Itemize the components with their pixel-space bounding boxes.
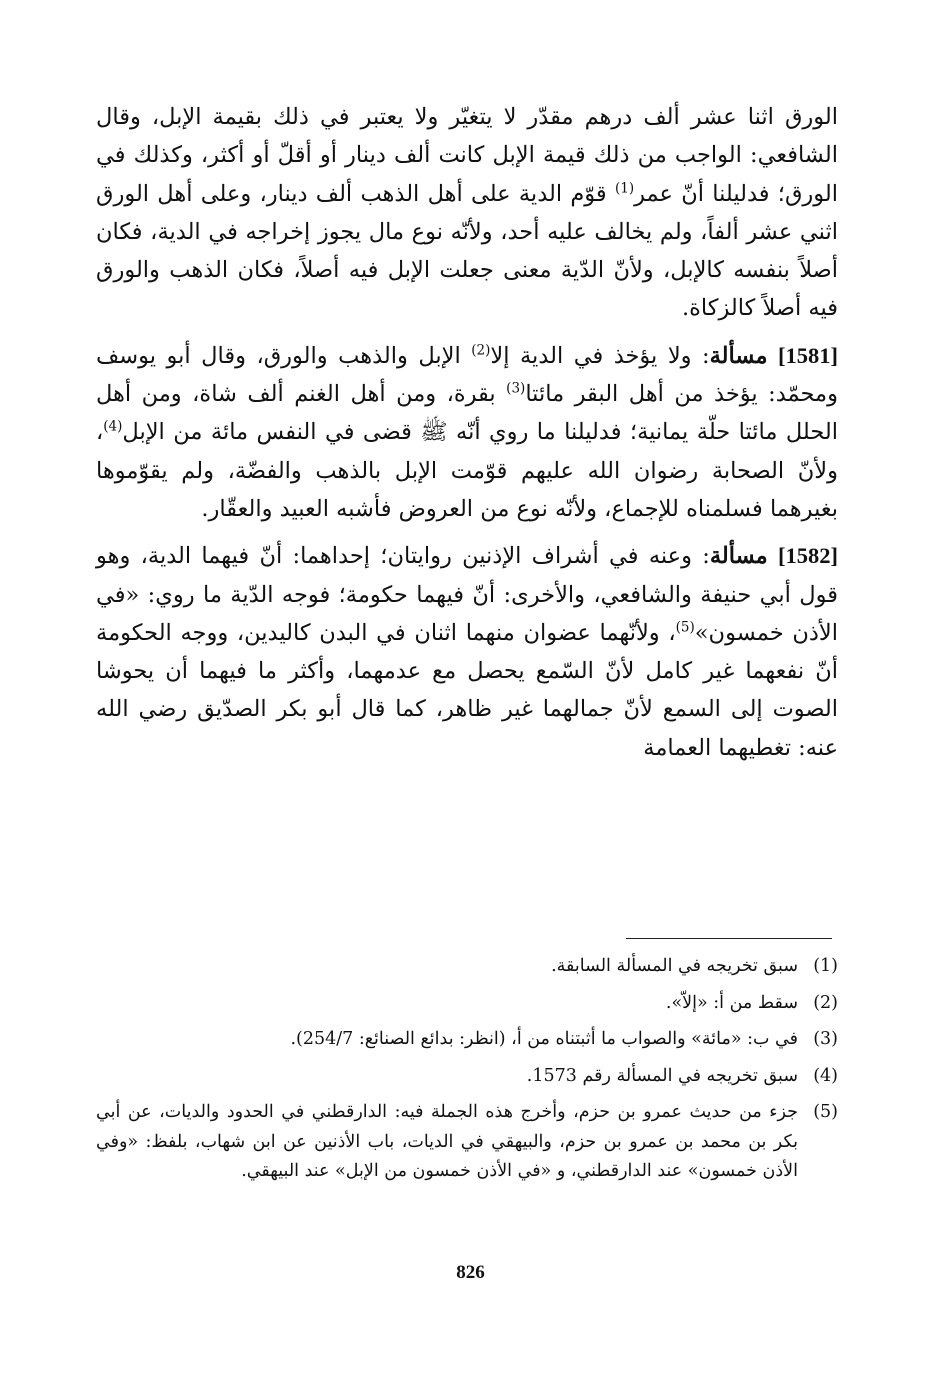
footnote-text: جزء من حديث عمرو بن حزم، وأخرج هذه الجملة فيه: الدارقطني في الحدود والديات، عن أبي بكر بن محمد بن عمرو بن حزم، والبيهقي في الديات، باب الأذنين عن ابن شهاب، بلفظ: «وفي الأذن خمسون» عند الدارقطني، و «في الأذن خمسون من الإبل» عند البيهقي. xyxy=(96,1102,798,1181)
footnote-ref-1: (1) xyxy=(614,180,635,197)
paragraph-intro xyxy=(96,98,838,328)
masala-1582-text-b: ، ولأنّهما عضوان منهما اثنان في البدن كاليدين، ووجه الحكومة أنّ نفعهما غير كامل لأنّ السّمع يحصل مع عدمهما، وأكثر ما فيهما أن يحوشا الصوت إلى السمع لأنّ جمالهما غير ظاهر، كما قال أبو بكر الصدّيق رضي الله عنه: تغطيهما العمامة xyxy=(96,619,838,761)
footnote-number: (3) xyxy=(813,1029,838,1049)
masala-label: مسألة xyxy=(709,543,768,570)
footnote-item xyxy=(96,989,838,1019)
footnote-ref-2: (2) xyxy=(471,342,491,359)
masala-label: مسألة xyxy=(709,342,768,369)
footnote-text: سبق تخريجه في المسألة السابقة. xyxy=(551,956,798,976)
footnote-item xyxy=(96,1025,838,1055)
footnote-item xyxy=(96,952,838,982)
footnote-number: (4) xyxy=(813,1065,838,1086)
main-text xyxy=(96,98,838,767)
footnote-text: سقط من أ: «إلاّ». xyxy=(665,992,798,1013)
masala-number: [1581] xyxy=(778,342,838,368)
footnote-ref-4: (4) xyxy=(103,418,123,435)
footnote-number: (2) xyxy=(813,992,838,1013)
footnote-ref-3: (3) xyxy=(506,380,526,397)
masala-1581-text-d: ، ولأنّ الصحابة رضوان الله عليهم قوّمت الإبل بالذهب والفضّة، ولم يقوّموها بغيرهما فسلمناه للإجماع، ولأنّه نوع من العروض فأشبه العبيد والعقّار. xyxy=(96,419,838,522)
masala-number: [1582] xyxy=(778,543,839,569)
footnote-text: في ب: «مائة» والصواب ما أثبتناه من أ، (انظر: بدائع الصنائع: 254/7). xyxy=(290,1029,798,1049)
intro-text-part-1: الورق اثنا عشر ألف درهم مقدّر لا يتغيّر ولا يعتبر في ذلك بقيمة الإبل، وقال الشافعي: الواجب من ذلك قيمة الإبل كانت ألف دينار أو أقلّ أو أكثر، وكذلك في الورق؛ فدليلنا أنّ عمر xyxy=(96,104,838,207)
masala-1581-text-a: : ولا يؤخذ في الدية إلا xyxy=(490,342,710,369)
masala-1582-text-a: : وعنه في أشراف الإذنين روايتان؛ إحداهما: أنّ فيهما الدية، وهو قول أبي حنيفة والشافعي، والأخرى: أنّ فيهما حكومة؛ فوجه الدّية ما روي: «في الأذن خمسون» xyxy=(96,543,838,646)
paragraph-masala-1582 xyxy=(96,537,838,767)
footnote-text: سبق تخريجه في المسألة رقم 1573. xyxy=(526,1065,798,1086)
masala-1581-text-c: بقرة، ومن أهل الغنم ألف شاة، ومن أهل الحلل مائتا حلّة يمانية؛ فدليلنا ما روي أنّه ﷺ قضى في النفس مائة من الإبل xyxy=(96,381,838,446)
intro-text-part-2: قوّم الدية على أهل الذهب ألف دينار، وعلى أهل الورق اثني عشر ألفاً، ولم يخالف عليه أحد، ولأنّه نوع مال يجوز إخراجه في الدية، فكان أصلاً بنفسه كالإبل، ولأنّ الدّية معنى جعلت الإبل فيه أصلاً، فكان الذهب والورق فيه أصلاً كالزكاة. xyxy=(96,180,838,322)
footnote-item xyxy=(96,1062,838,1092)
footnote-number: (1) xyxy=(813,956,838,976)
footnote-divider xyxy=(626,938,832,939)
paragraph-masala-1581 xyxy=(96,337,838,528)
footnote-item xyxy=(96,1098,838,1187)
footnote-number: (5) xyxy=(813,1102,838,1122)
footnote-ref-5: (5) xyxy=(675,619,695,636)
footnotes xyxy=(96,952,838,1194)
masala-1581-text-b: الإبل والذهب والورق، وقال أبو يوسف ومحمّد: يؤخذ من أهل البقر مائتا xyxy=(96,342,838,408)
page-number: 826 xyxy=(456,1262,485,1283)
